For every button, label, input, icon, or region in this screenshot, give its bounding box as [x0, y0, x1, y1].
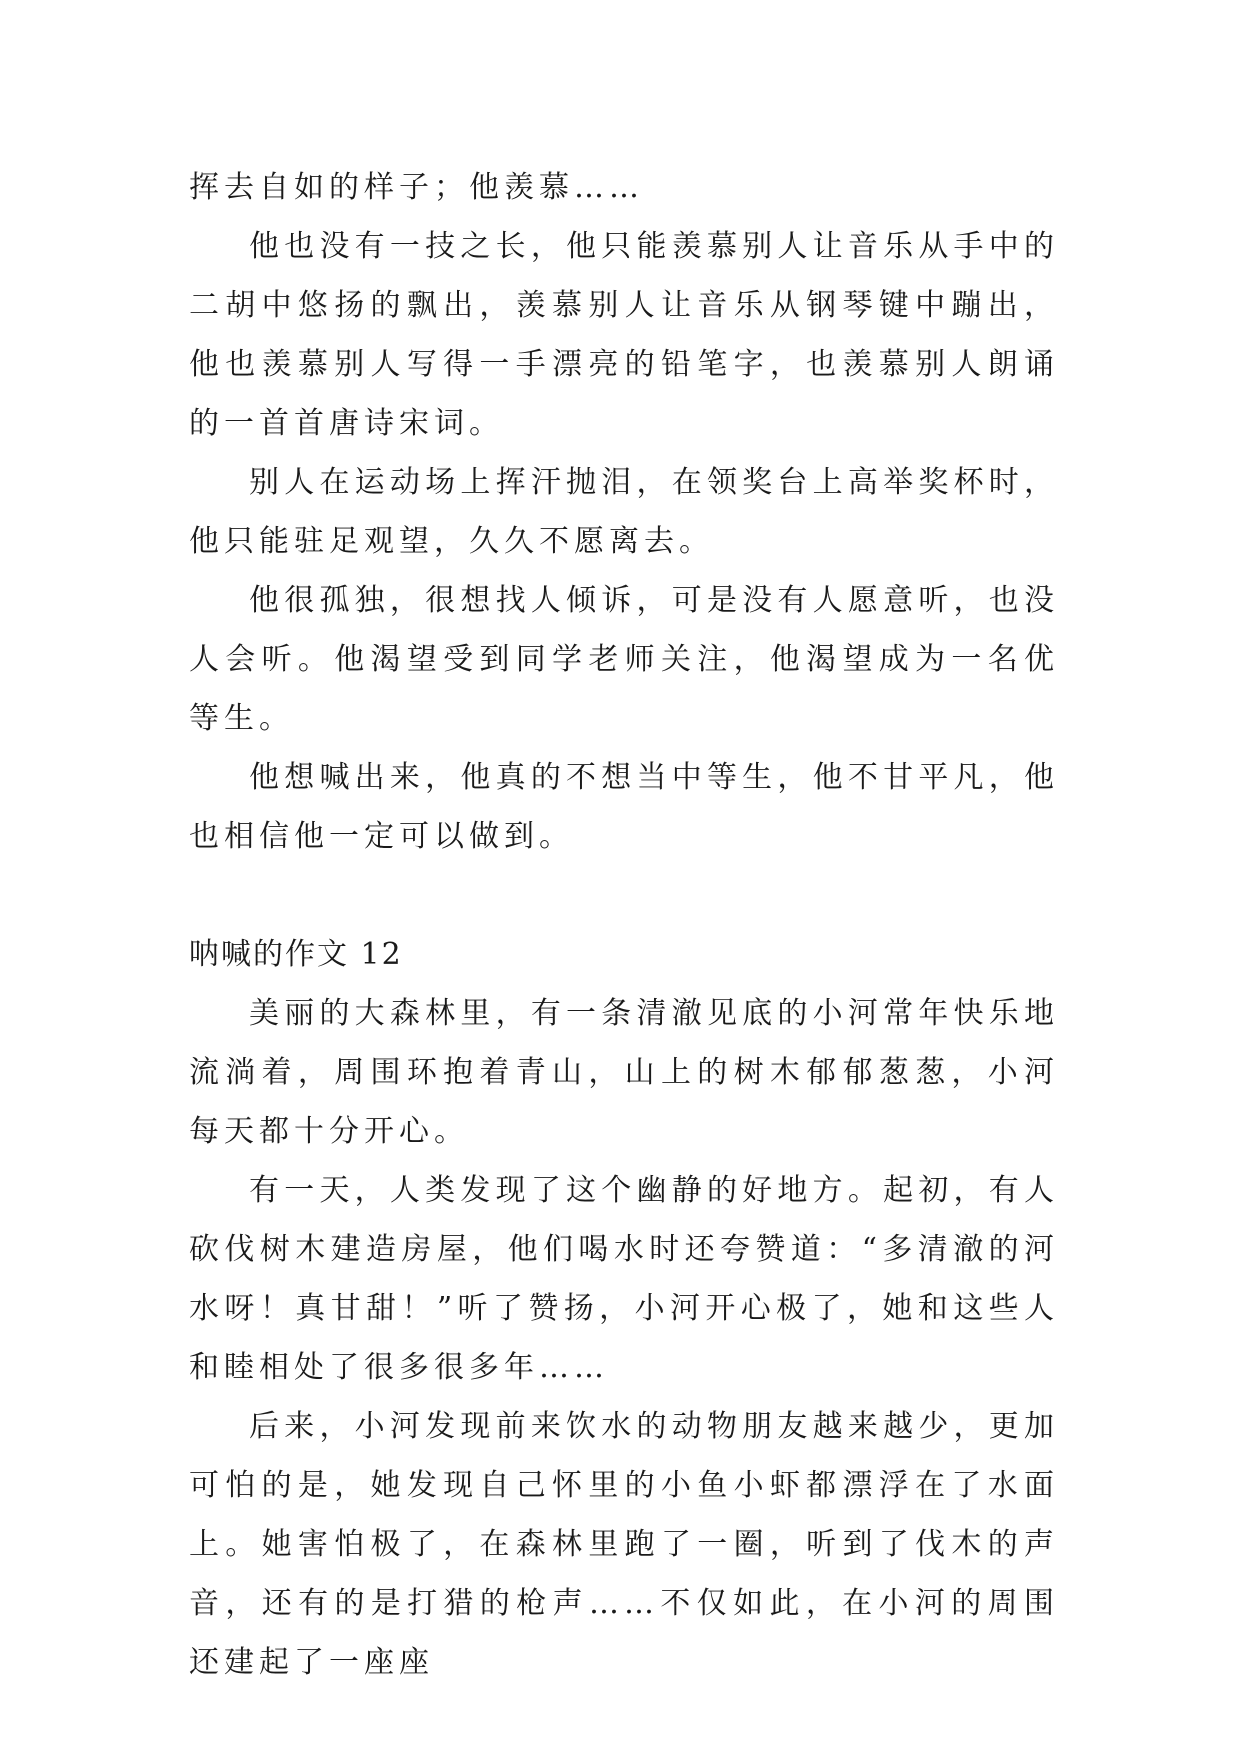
paragraph: 他很孤独，很想找人倾诉，可是没有人愿意听，也没人会听。他渴望受到同学老师关注，他渴望成为一名优等生。: [189, 583, 1059, 736]
document-body: [189, 158, 1059, 1692]
paragraph: 别人在运动场上挥汗抛泪，在领奖台上高举奖杯时，他只能驻足观望，久久不愿离去。: [189, 465, 1059, 559]
paragraph: 美丽的大森林里，有一条清澈见底的小河常年快乐地流淌着，周围环抱着青山，山上的树木郁郁葱葱，小河每天都十分开心。: [189, 996, 1059, 1149]
paragraph: 他想喊出来，他真的不想当中等生，他不甘平凡，他也相信他一定可以做到。: [189, 760, 1059, 854]
section-title: 呐喊的作文 12: [189, 937, 403, 972]
paragraph: 挥去自如的样子；他羡慕……: [189, 170, 644, 205]
paragraph: 他也没有一技之长，他只能羡慕别人让音乐从手中的二胡中悠扬的飘出，羡慕别人让音乐从钢琴键中蹦出，他也羡慕别人写得一手漂亮的铅笔字，也羡慕别人朗诵的一首首唐诗宋词。: [189, 229, 1059, 441]
paragraph: 有一天，人类发现了这个幽静的好地方。起初，有人砍伐树木建造房屋，他们喝水时还夸赞道：“多清澈的河水呀！真甘甜！”听了赞扬，小河开心极了，她和这些人和睦相处了很多很多年……: [189, 1173, 1059, 1385]
paragraph: 后来，小河发现前来饮水的动物朋友越来越少，更加可怕的是，她发现自己怀里的小鱼小虾都漂浮在了水面上。她害怕极了，在森林里跑了一圈，听到了伐木的声音，还有的是打猎的枪声……不仅如此，在小河的周围还建起了一座座: [189, 1409, 1059, 1680]
